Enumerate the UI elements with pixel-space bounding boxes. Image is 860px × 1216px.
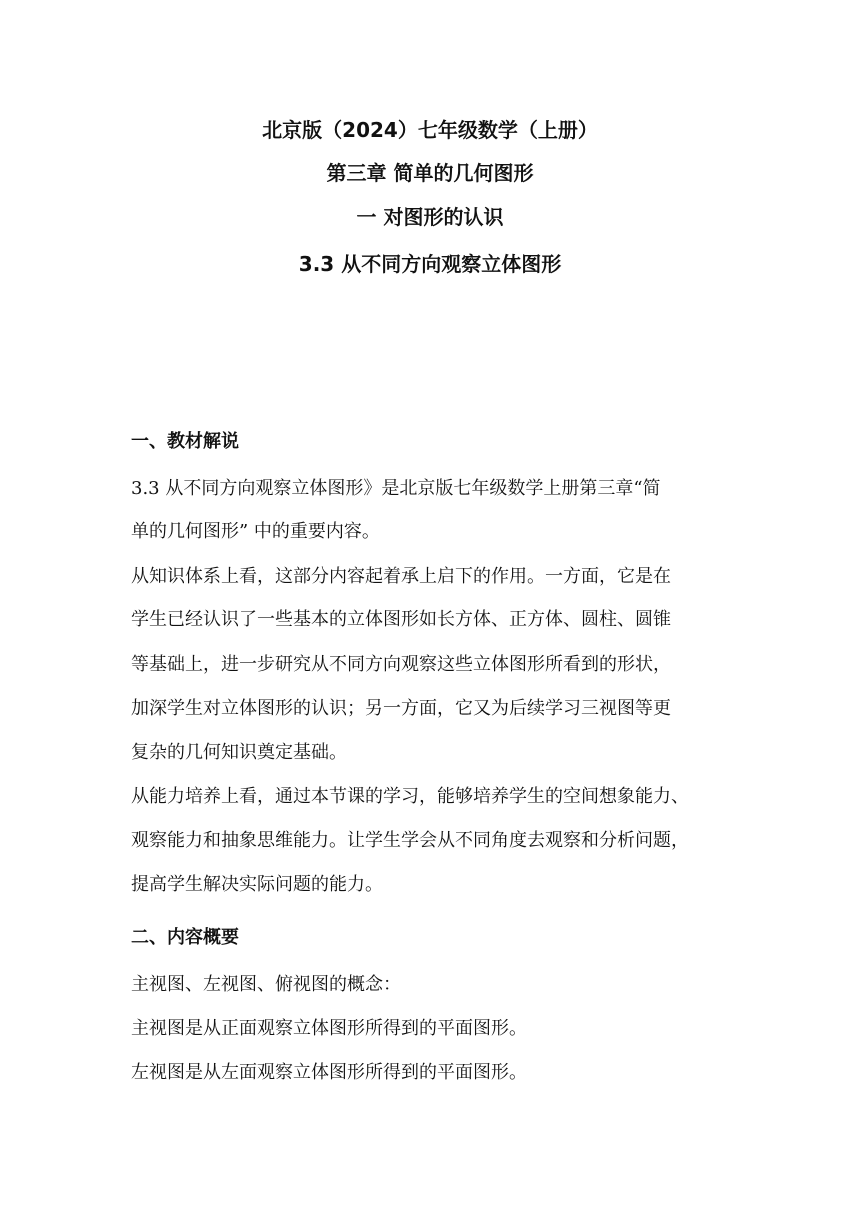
paragraph-line: 左视图是从左面观察立体图形所得到的平面图形。 <box>131 1062 527 1083</box>
paragraph-line: 单的几何图形” 中的重要内容。 <box>131 521 380 542</box>
paragraph-line: 观察能力和抽象思维能力。让学生学会从不同角度去观察和分析问题， <box>131 830 689 851</box>
chapter-title: 第三章 简单的几何图形 <box>326 161 534 185</box>
unit-title: 一 对图形的认识 <box>356 205 504 229</box>
paragraph-line: 从知识体系上看，这部分内容起着承上启下的作用。一方面，它是在 <box>131 566 671 587</box>
paragraph-line: 3.3 从不同方向观察立体图形》是北京版七年级数学上册第三章“简 <box>131 478 661 499</box>
paragraph-line: 加深学生对立体图形的认识；另一方面，它又为后续学习三视图等更 <box>131 698 671 719</box>
lesson-title: 3.3 从不同方向观察立体图形 <box>298 252 562 276</box>
paragraph-line: 提高学生解决实际问题的能力。 <box>131 874 383 895</box>
section-heading: 二、内容概要 <box>131 927 239 948</box>
paragraph-line: 从能力培养上看，通过本节课的学习，能够培养学生的空间想象能力、 <box>131 786 689 807</box>
paragraph-line: 主视图是从正面观察立体图形所得到的平面图形。 <box>131 1018 527 1039</box>
book-title: 北京版（2024）七年级数学（上册） <box>262 118 598 142</box>
paragraph-line: 复杂的几何知识奠定基础。 <box>131 742 347 763</box>
paragraph-line: 主视图、左视图、俯视图的概念： <box>131 974 401 995</box>
paragraph-line: 学生已经认识了一些基本的立体图形如长方体、正方体、圆柱、圆锥 <box>131 609 671 630</box>
section-heading: 一、教材解说 <box>131 431 239 452</box>
paragraph-line: 等基础上，进一步研究从不同方向观察这些立体图形所看到的形状， <box>131 654 671 675</box>
